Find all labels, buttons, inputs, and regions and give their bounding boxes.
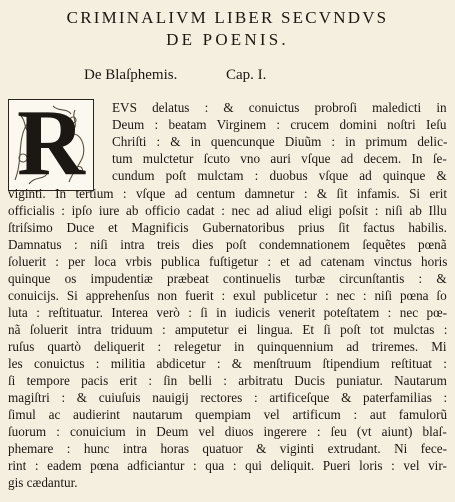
- running-head-subtitle: DE POENIS.: [166, 30, 289, 49]
- text-line-16: les conuictus : militia abdicetur : & menſtruum ſtipendium reſtituat :: [8, 356, 447, 371]
- text-line-17: ſi tempore pacis erit : ſin belli : arbitratu Ducis puniatur. Nautarum: [8, 373, 447, 388]
- text-line-3: Chriſti : & in quencunque Diuũm : in primum delic-: [112, 134, 448, 149]
- text-line-22: rint : eadem pœna adficiantur : qua : qui deliquit. Pueri loris : vel vir-: [8, 458, 447, 473]
- chapter-number: Cap. I.: [226, 67, 267, 83]
- chapter-title: De Blaſphemis.: [84, 67, 178, 83]
- text-line-6: viginti. In tertium : vſque ad centum damnetur : & ſit infamis. Si erit: [8, 186, 448, 201]
- text-line-1: EVS delatus : & conuictus probroſi maledicti in: [112, 100, 447, 115]
- text-line-14: nã ſoluerit intra triduum : amputetur ei lingua. Et ſi poſt tot mulctas :: [8, 322, 448, 337]
- text-line-9: Damnatus : niſi intra treis dies poſt condemnationem ſequẽtes pœnã: [8, 237, 447, 252]
- text-line-13: luta : reſtituatur. Interea verò : ſi in iudicis venerit poteſtatem : nec pœ-: [8, 305, 448, 320]
- text-line-4: tum mulctetur ſcuto vno auri vſque ad decem. In ſe-: [112, 151, 447, 166]
- text-line-11: quinque os impudentiæ præbeat continuelis turbæ circunſtantis : &: [8, 271, 447, 286]
- text-line-2: Deum : beatam Virginem : crucem domini noſtri Ieſu: [112, 117, 447, 132]
- text-line-23: gis cædantur.: [8, 475, 78, 490]
- chapter-heading: [84, 66, 324, 84]
- text-line-5: cundum poſt mulctam : duobus vſque ad quinque &: [112, 168, 447, 183]
- text-line-7: officialis : ipſo iure ab officio cadat : nec ad aliud eligi poſsit : niſi ab Illu: [8, 203, 447, 218]
- text-line-19: ſimul ac audierint nautarum quempiam vel artificum : aut famulorũ: [8, 407, 448, 422]
- text-line-8: ſtriſsimo Duce et Magnificis Gubernatoribus prius ſit factus habilis.: [8, 220, 447, 235]
- decorated-initial: [8, 91, 94, 195]
- text-line-12: conuicijs. Si apprehenſus non fuerit : exul publicetur : nec : niſi pœna ſo: [8, 288, 447, 303]
- drop-cap-letter: R: [17, 91, 85, 195]
- text-line-21: phemare : hunc intra horas quatuor & viginti extrudant. Ni fece-: [8, 441, 448, 456]
- text-line-18: magiſtri : & cuiuſuis nauigij rectores : artificeſque & paterfamilias :: [8, 390, 448, 405]
- text-line-20: ſuorum : conuicium in Deum vel diuos ingerere : ſeu (vt aiunt) blaſ-: [8, 424, 447, 439]
- text-line-10: ſoluerit : per loca vrbis publica fuſtigetur : et ad catenam vinctus horis: [8, 254, 448, 269]
- running-head-title: CRIMINALIVM LIBER SECVNDVS: [66, 8, 389, 27]
- text-line-15: ruſus quartò deliquerit : relegetur in quinquennium ad triremes. Mi: [8, 339, 447, 354]
